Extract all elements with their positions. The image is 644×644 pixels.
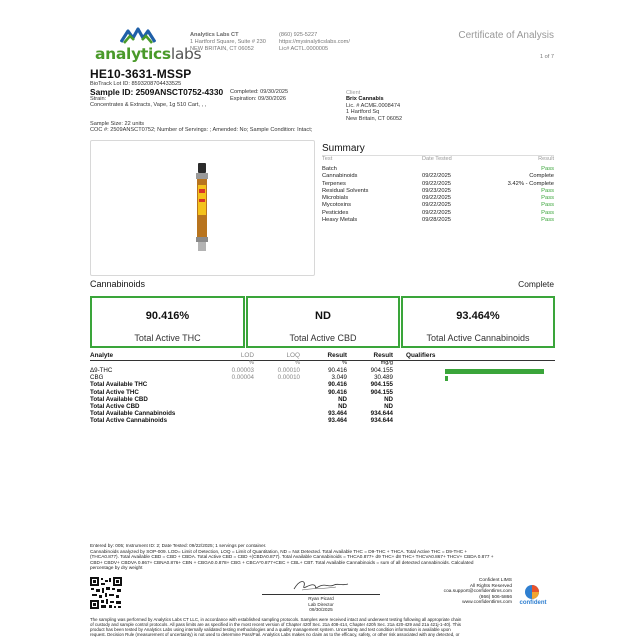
- summary-result: Pass: [541, 202, 554, 209]
- disclaimer-line: product has been tested by Analytics Labs using internally validated testing methodologies and a quality management system. Uncertainty and test condition information is available upon: [90, 627, 451, 632]
- card-total-active-cbd: [246, 296, 400, 348]
- card-value: 90.416%: [145, 310, 190, 322]
- client-address2: New Britain, CT 06052: [346, 115, 403, 122]
- card-label: Total Active THC: [134, 333, 201, 343]
- result-pct: 3.049: [331, 374, 347, 382]
- client-address1: 1 Hartford Sq: [346, 109, 380, 116]
- summary-row: [322, 195, 554, 202]
- summary-col-result: Result: [538, 156, 554, 162]
- summary-result: Pass: [541, 217, 554, 224]
- summary-col-date: Date Tested: [422, 156, 452, 162]
- card-total-active-thc: [90, 296, 245, 348]
- card-value: 93.464%: [456, 310, 500, 322]
- completed-date: Completed: 09/30/2025: [230, 89, 289, 95]
- analyte-name: Total Available THC: [90, 381, 148, 389]
- summary-result: Pass: [541, 209, 554, 216]
- lims-info: [420, 578, 512, 606]
- result-pct: ND: [338, 402, 347, 410]
- company-address2: NEW BRITAIN, CT 06052: [190, 46, 254, 52]
- analyte-name: Total Available CBD: [90, 395, 148, 403]
- table-row: [90, 374, 555, 381]
- cannabinoids-title: Cannabinoids: [90, 279, 146, 289]
- sample-category: Concentrates & Extracts, Vape, 1g 510 Cart, , ,: [90, 102, 207, 108]
- summary-row: [322, 173, 554, 180]
- table-row: [90, 396, 555, 403]
- summary-date: 09/28/2025: [422, 217, 452, 224]
- unit-result-pct: %: [342, 360, 347, 366]
- summary-result: Pass: [541, 187, 554, 194]
- logo-word-a: analytics: [95, 45, 171, 63]
- signature-line: [262, 594, 380, 595]
- result-mg: 934.644: [370, 417, 393, 425]
- sample-code: HE10-3631-MSSP: [90, 67, 192, 81]
- lims-name: Confident LIMS: [478, 578, 512, 583]
- summary-date: 09/22/2025: [422, 209, 452, 216]
- summary-test: Pesticides: [322, 209, 349, 216]
- result-pct: 93.464: [328, 417, 347, 425]
- summary-test: Terpenes: [322, 180, 346, 187]
- result-pct: 90.416: [328, 388, 347, 396]
- result-mg: 904.155: [370, 381, 393, 389]
- result-bar: [445, 369, 544, 374]
- logo-word-b: labs: [170, 45, 202, 63]
- biotrack-lot-id: BioTrack Lot ID: 8593208704433525: [90, 81, 182, 87]
- note-line: percentage by dry weight: [90, 565, 143, 570]
- disclaimer-line: The sampling was performed by Analytics Labs CT LLC, in accordance with established sampling protocols. Samples were received intact and underwent testing following all appropriate chain: [90, 617, 462, 622]
- sample-size: Sample Size: 22 units: [90, 121, 145, 127]
- company-info: [190, 32, 266, 53]
- card-label: Total Active CBD: [289, 333, 357, 343]
- lims-website[interactable]: www.confidentlims.com: [462, 600, 512, 606]
- result-pct: 90.416: [328, 381, 347, 389]
- unit-lod: %: [249, 360, 254, 366]
- analyte-name: Total Active Cannabinoids: [90, 417, 168, 425]
- lod-value: 0.00003: [231, 367, 254, 374]
- product-image: [90, 140, 315, 276]
- summary-row: [322, 181, 554, 188]
- analyte-name: Δ9-THC: [90, 367, 113, 374]
- result-mg: 904.155: [370, 367, 393, 374]
- result-mg: ND: [384, 395, 393, 403]
- col-analyte: Analyte: [90, 352, 114, 359]
- summary-date: 09/22/2025: [422, 202, 452, 209]
- note-line: CBD+ CBDV+ CBDVA 0.867+ CBNA0.876+ CBN + CBGA0.0.878+ CBG + CBCA*0.877+CBC + CBL+ CBT. Total Available Cannabinoids = sum of all detected cannabinoids. Calculated: [90, 559, 474, 565]
- summary-row: [322, 202, 554, 209]
- cannabinoids-table: [90, 367, 555, 425]
- company-name: Analytics Labs CT: [190, 32, 239, 38]
- company-address1: 1 Hartford Square, Suite # 230: [190, 39, 266, 45]
- result-mg: 934.644: [370, 410, 393, 418]
- lims-email[interactable]: coa.support@confidentlims.com: [443, 589, 512, 595]
- card-total-active-cannabinoids: [401, 296, 555, 348]
- note-line: (THCA0.877). Total Available CBD = CBD + CBDA. Total Active CBD = CBD +(CBDA0.877). Total Available Cannabinoids = THCA0.877+ d9 THC+ d8 THC+ THCVA0.867+ THCV+ CBDA 0.877 +: [90, 554, 494, 559]
- lims-rights: All Rights Reserved: [469, 583, 512, 589]
- result-pct: 90.416: [328, 367, 347, 374]
- col-result-pct: Result: [327, 352, 347, 359]
- disclaimer-line: request. Decision Rule (measurement of uncertainty) is not used to determine Pass/Fail. Analytics Labs makes no claim as to the efficacy, safety, or other risk associated with any detected, or: [90, 632, 460, 637]
- strain-label: Strain:: [90, 96, 107, 102]
- coc-info: COC #: 2509ANSCT0752; Number of Servings: ; Amended: No; Sample Condition: Intact;: [90, 127, 313, 133]
- summary-date: 09/23/2025: [422, 187, 452, 194]
- summary-row: [322, 217, 554, 224]
- company-logo: [95, 27, 202, 67]
- disclaimer: [90, 617, 560, 637]
- company-license: Lic# ACTL.0000005: [279, 46, 329, 52]
- signature-icon: [290, 577, 354, 594]
- note-line: Cannabinoids analyzed by SOP-009. LOD= Limit of Detection, LOQ = Limit of Quantitation, ND = Not Detected. Total Available THC = D9-THC + THCA. Total Active THC = D9-THC +: [90, 548, 468, 554]
- company-website[interactable]: https://mysinalyticslabs.com/: [279, 39, 350, 45]
- page-number: 1 of 7: [540, 54, 554, 60]
- note-line: Entered by: 005; Instrument ID: 2; Date Tested: 09/22/2025; 1 servings per container.: [90, 543, 267, 548]
- summary-test: Heavy Metals: [322, 217, 358, 224]
- col-lod: LOD: [240, 352, 254, 359]
- col-qualifiers: Qualifiers: [406, 352, 436, 359]
- result-pct: 93.464: [328, 410, 347, 418]
- summary-test: Mycotoxins: [322, 202, 351, 209]
- company-phone: (860) 925-5227: [279, 32, 318, 38]
- result-bar: [445, 376, 448, 381]
- signer-block: [262, 596, 380, 613]
- summary-row: [322, 166, 554, 173]
- summary-result: Pass: [541, 166, 554, 172]
- signer-date: 09/30/2025: [309, 607, 333, 612]
- summary-date: 09/22/2025: [422, 195, 452, 202]
- client-block: [346, 90, 402, 122]
- confident-logo-icon: [524, 584, 540, 600]
- summary-test: Residual Solvents: [322, 187, 369, 194]
- sample-id: Sample ID: 2509ANSCT0752-4330: [90, 87, 224, 97]
- signer-name: Ryan Picard: [308, 596, 334, 601]
- summary-col-test: Test: [322, 156, 333, 162]
- unit-result-mg: mg/g: [380, 360, 393, 366]
- client-label: Client: [346, 90, 361, 96]
- disclaimer-line: of custody and sample control protocols. All pass limits are as specified in the most recent version of Chapter 420f Sec. 21a 408-414, Chapter 420h Sec. 21a 420-429 and 21a 421j-1-40). This: [90, 622, 461, 627]
- result-mg: ND: [384, 402, 393, 410]
- summary-result: Pass: [541, 195, 554, 202]
- loq-value: 0.00010: [277, 374, 300, 382]
- table-row: [90, 403, 555, 410]
- result-mg: 904.155: [370, 388, 393, 396]
- unit-loq: %: [295, 360, 300, 366]
- summary-test: Batch: [322, 166, 337, 172]
- summary-test: Microbials: [322, 195, 349, 202]
- signer-title: Lab Director: [308, 601, 334, 607]
- client-license: Lic. # ACME.0008474: [346, 102, 401, 109]
- table-row: [90, 381, 555, 388]
- loq-value: 0.00010: [277, 367, 300, 374]
- analyte-name: CBG: [90, 374, 104, 382]
- table-row: [90, 389, 555, 396]
- summary-date: 09/22/2025: [422, 173, 452, 180]
- table-row: [90, 410, 555, 417]
- table-row: [90, 367, 555, 374]
- logo-mark-icon: [120, 27, 156, 44]
- lod-value: 0.00004: [231, 374, 254, 382]
- client-name: Brix Cannabis: [346, 96, 384, 103]
- table-row: [90, 417, 555, 424]
- summary-row: [322, 188, 554, 195]
- confident-logo-text: confident: [519, 600, 547, 606]
- summary-result: 3.42% - Complete: [507, 180, 554, 187]
- summary-result: Complete: [529, 173, 554, 180]
- lims-phone: (866) 506-5866: [479, 594, 512, 600]
- expiration-date: Expiration: 09/30/2026: [230, 96, 286, 102]
- summary-table: [322, 166, 554, 224]
- qr-code-icon: [90, 577, 122, 609]
- analyte-name: Total Active CBD: [90, 402, 140, 410]
- vape-cartridge-icon: [195, 163, 209, 253]
- analyte-name: Total Active THC: [90, 388, 139, 396]
- analyte-name: Total Available Cannabinoids: [90, 410, 176, 418]
- card-label: Total Active Cannabinoids: [426, 333, 530, 343]
- result-pct: ND: [338, 395, 347, 403]
- col-result-mg: Result: [373, 352, 393, 359]
- summary-test: Cannabinoids: [322, 173, 358, 180]
- result-mg: 30.489: [374, 374, 393, 382]
- card-value: ND: [315, 310, 331, 322]
- summary-title: Summary: [322, 143, 365, 154]
- method-notes: [90, 543, 560, 571]
- col-loq: LOQ: [286, 352, 300, 359]
- summary-date: 09/22/2025: [422, 180, 452, 187]
- cannabinoids-status: Complete: [518, 279, 554, 289]
- summary-row: [322, 210, 554, 217]
- company-contact: [279, 32, 350, 53]
- certificate-title: Certificate of Analysis: [458, 30, 554, 41]
